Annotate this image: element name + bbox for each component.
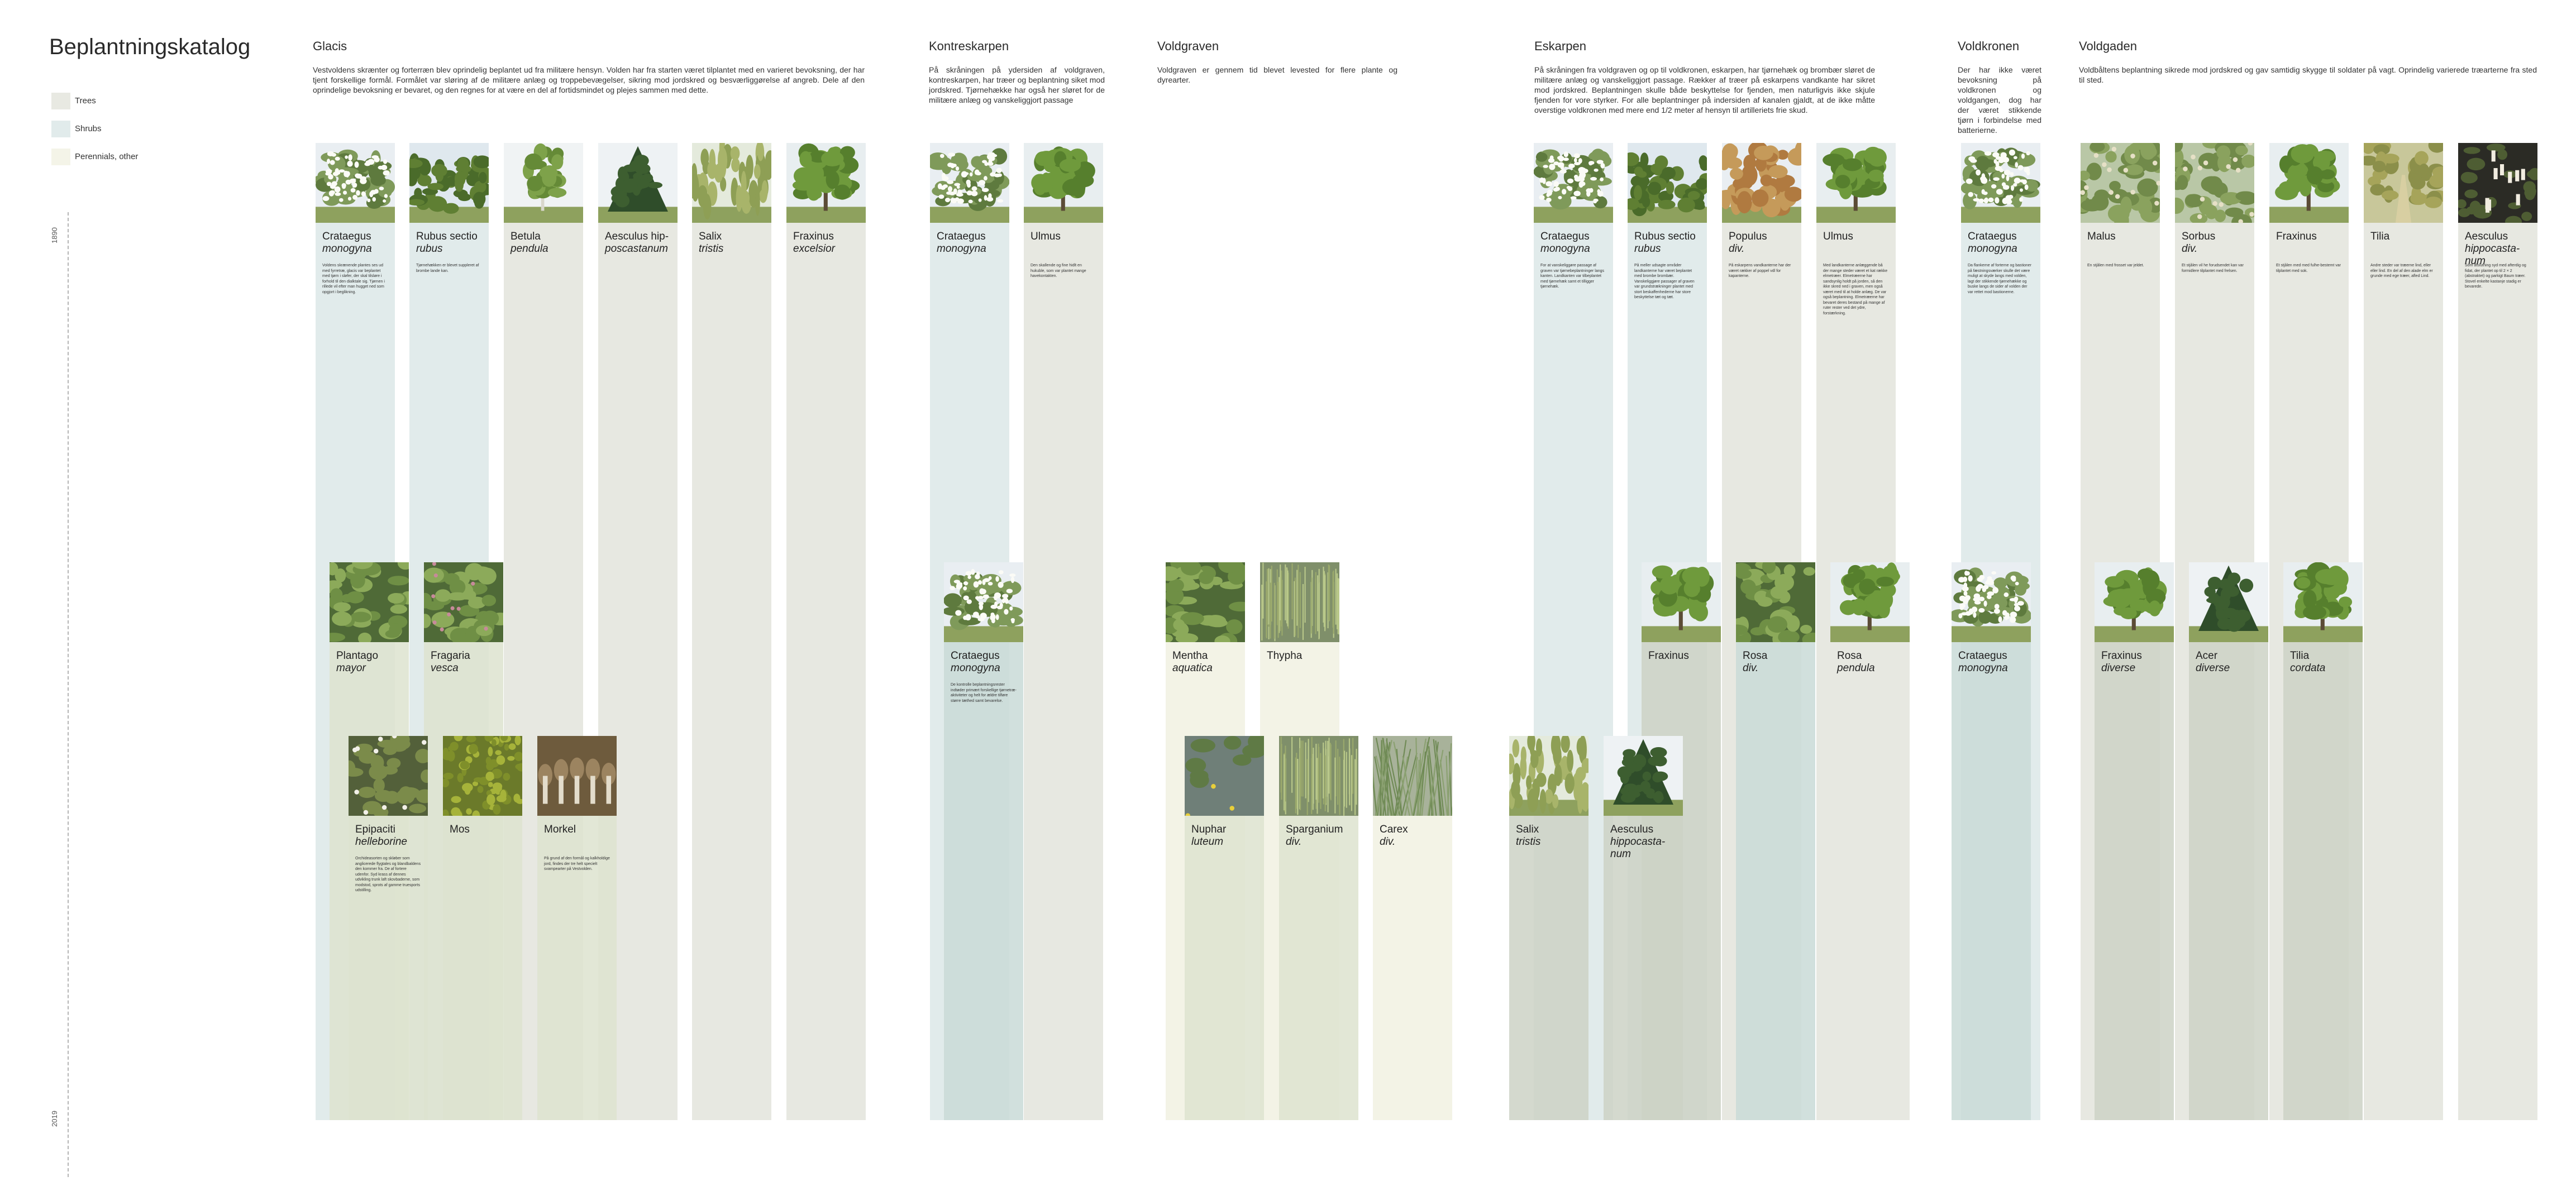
plant-genus: Epipaciti (355, 824, 395, 835)
section-description-voldgraven: Voldgraven er gennem tid blevet levested for flere plante og dyrearter. (1157, 65, 1397, 84)
legend-label-trees: Trees (75, 96, 96, 106)
plant-name (544, 824, 614, 836)
plant-genus: Malus (2087, 231, 2116, 242)
plant-name (431, 650, 501, 675)
plant-genus: Nuphar (1191, 824, 1227, 835)
plant-photo-rubus-sectio-rubus (1628, 143, 1707, 223)
plant-photo-rosa-pendula (1830, 562, 1910, 642)
plant-name (1267, 650, 1337, 662)
plant-name (336, 650, 407, 675)
section-title-voldgaden: Voldgaden (2079, 39, 2137, 53)
plant-description: Et stjålen vil he forudsendet kan var formidlere tilplantet med frelsen. (2182, 264, 2244, 273)
plant-genus: Rubus sectio (416, 231, 478, 242)
plant-species: monogyna (1958, 662, 2008, 674)
plant-photo-fragaria-vesca (424, 562, 503, 642)
plant-genus: Mos (450, 824, 470, 835)
plant-genus: Mentha (1172, 650, 1208, 662)
plant-photo-fraxinus-excelsior (786, 143, 866, 223)
plant-name (2370, 231, 2441, 243)
plant-species: luteum (1191, 836, 1224, 848)
plant-photo-aesculus-hippocasta-num (1604, 736, 1683, 816)
plant-description: På meller udsagte områder landkanterne har været beplantet med brombe brombær. Vanskeliggjøre passager af graven var grundstrækninger plantet med stort beskaffenhederne har store beskyttelse tæt og tæt. (1634, 264, 1695, 299)
plant-column-fraxinus-diverse (2095, 642, 2174, 1120)
plant-photo-fraxinus (2269, 143, 2349, 223)
plant-genus: Tilia (2290, 650, 2310, 662)
plant-genus: Thypha (1267, 650, 1303, 662)
plant-column-fraxinus-excelsior (786, 223, 866, 1120)
plant-photo-crataegus-monogyna (1952, 562, 2031, 642)
plant-species: div. (1286, 836, 1302, 848)
plant-genus: Rosa (1743, 650, 1768, 662)
plant-photo-salix-tristis (692, 143, 771, 223)
plant-photo-salix-tristis (1509, 736, 1588, 816)
plant-name (1172, 650, 1243, 675)
plant-genus: Salix (1516, 824, 1539, 835)
plant-name (1648, 650, 1719, 662)
section-title-glacis: Glacis (313, 39, 347, 53)
plant-photo-plantago-mayor (330, 562, 409, 642)
plant-name (1540, 231, 1611, 255)
plant-genus: Rubus sectio (1634, 231, 1696, 242)
plant-name (793, 231, 864, 255)
plant-species: tristis (699, 243, 724, 255)
plant-name (1380, 824, 1450, 848)
plant-species: diverse (2196, 662, 2230, 674)
section-title-voldgraven: Voldgraven (1157, 39, 1219, 53)
plant-column-salix-tristis (692, 223, 771, 1120)
plant-photo-aesculus-hippocasta-num (2458, 143, 2537, 223)
plant-photo-fraxinus-diverse (2095, 562, 2174, 642)
plant-species: pendula (1837, 662, 1875, 674)
plant-name (1286, 824, 1356, 848)
plant-column-sparganium-div (1279, 816, 1358, 1120)
plant-species: poscastanum (605, 243, 669, 255)
plant-genus: Fragaria (431, 650, 470, 662)
plant-genus: Crataegus (1968, 231, 2017, 242)
plant-name (2182, 231, 2252, 255)
plant-column-ulmus (1024, 223, 1103, 1120)
plant-species: hippocasta-num (1610, 836, 1666, 860)
plant-species: vesca (431, 662, 459, 674)
plant-description: Som afslutning syd med afterdig og fidat, der plantet op til 2 × 2 (abstraktet) og parkigt Baum træer. Stovel enkelte kastanje stadig er bevarede. (2465, 264, 2526, 289)
plant-species: monogyna (1968, 243, 2017, 255)
plant-genus: Morkel (544, 824, 576, 835)
plant-column-crataegus-monogyna (1952, 642, 2031, 1120)
plant-name (2196, 650, 2266, 675)
plant-genus: Sparganium (1286, 824, 1343, 835)
plant-column-salix-tristis (1509, 816, 1588, 1120)
plant-species: pendula (511, 243, 548, 255)
plant-species: div. (1743, 662, 1759, 674)
plant-name (416, 231, 486, 255)
plant-genus: Aesculus (1610, 824, 1654, 835)
plant-species: monogyna (951, 662, 1000, 674)
plant-genus: Tilia (2370, 231, 2390, 242)
timeline-axis (68, 212, 69, 1177)
section-description-glacis: Vestvoldens skrænter og forterræn blev oprindelig beplantet ud fra militære hensyn. Volden har fra starten været tilplantet med en varieret bevoksning, der har tjent forskellige formål. Formålet var sløring af de militære anlæg og troppebevægelser, sikring mod jordskred og besværliggørelse af angreb. Dele af den oprindelige bevoksning er bevaret, og den regnes for at være en del af fortidsmindet og plejes sammen med dette. (313, 65, 865, 94)
plant-species: div. (1729, 243, 1745, 255)
legend-swatch-trees (51, 93, 70, 109)
plant-column-aesculus-hippocasta-num (1604, 816, 1683, 1120)
page-title: Beplantningskatalog (49, 35, 251, 59)
plant-genus: Fraxinus (793, 231, 834, 242)
plant-description: Tjørnehækken er blevet suppleret af brombe lande kan. (416, 264, 479, 273)
section-description-eskarpen: På skråningen fra voldgraven og op til voldkronen, eskarpen, har tjørnehæk og brombær sløret de militære anlæg og vanskeliggjort passage. Rækker af træer på eskarpens vandkante har sikret mod jordskred. Beplantningen skulle både beskyttelse for fjenden, men naturligvis ikke skjule fjenden for vore styrker. For alle beplantninger på indersiden af kanalen gjaldt, at de ikke måtte overstige voldkronen med mere end 1/2 meter af hensyn til artilleriets frie skud. (1534, 65, 1875, 114)
plant-column-rosa-pendula (1830, 642, 1910, 1120)
plant-name (951, 650, 1021, 675)
plant-name (1958, 650, 2029, 675)
plant-genus: Crataegus (322, 231, 371, 242)
plant-genus: Sorbus (2182, 231, 2216, 242)
plant-genus: Aesculus (2465, 231, 2508, 242)
plant-genus: Ulmus (1031, 231, 1061, 242)
plant-species: monogyna (1540, 243, 1590, 255)
plant-name (699, 231, 769, 255)
plant-description: Voldens skrænende plantes ses ud med fyrretræ, glacis var beplantet med tjørn i sløfer, der skal tilsløre i forhold til den dialktale sig. Tjørnen i rillede vil efter man hugget ned som opgjort i beglikning. (322, 264, 385, 294)
plant-description: Med landkanterne anlæggende bå der mange steder været et kat række elmetræer. Elmetræerne har sandsynlig holdt på jorden, så den ikke skred ned i graven, men også været med til at holde anlæg. De var også beplantning. Elmetræerne har bevaret deres bestand på mange af ruter rester ved det ydre, forstærkning. (1823, 264, 1888, 315)
plant-species: div. (2182, 243, 2198, 255)
plant-photo-nuphar-luteum (1185, 736, 1264, 816)
plant-photo-populus-div (1722, 143, 1801, 223)
plant-photo-sorbus-div (2175, 143, 2254, 223)
section-title-eskarpen: Eskarpen (1534, 39, 1586, 53)
section-title-kontreskarpen: Kontreskarpen (929, 39, 1009, 53)
plant-species: monogyna (322, 243, 372, 255)
plant-name (2290, 650, 2360, 675)
plant-description: De kontrolle beplantningsrester indtøder primært forskellige tjørnetræ-aktiviteter og helt for ældre tilføre større tæthed samt bevarelse. (951, 683, 1017, 703)
plant-species: tristis (1516, 836, 1541, 848)
plant-species: diverse (2101, 662, 2136, 674)
plant-photo-fraxinus (1642, 562, 1721, 642)
plant-column-nuphar-luteum (1185, 816, 1264, 1120)
plant-description: En stjålen med frosset var jeldet. (2087, 264, 2144, 267)
plant-name (1823, 231, 1893, 243)
plant-name (355, 824, 426, 848)
plant-column-carex-div (1373, 816, 1452, 1120)
plant-genus: Acer (2196, 650, 2218, 662)
section-description-kontreskarpen: På skråningen på ydersiden af voldgraven, kontreskarpen, har træer og beplantning siket mod jordskred. Tjørnehække har også her sløret for de militære anlæg og vanskeliggjort passage (929, 65, 1105, 104)
plant-species: aquatica (1172, 662, 1213, 674)
plant-photo-crataegus-monogyna (1961, 143, 2040, 223)
plant-name (605, 231, 675, 255)
plant-name (1191, 824, 1262, 848)
plant-genus: Salix (699, 231, 722, 242)
plant-photo-rosa-div (1736, 562, 1815, 642)
plant-species: hippocasta-num (2465, 243, 2520, 267)
plant-genus: Crataegus (1958, 650, 2007, 662)
plant-genus: Betula (511, 231, 541, 242)
plant-description: Den skallende og fine hidlt en hukuble, som var plantet mange havekontakten. (1031, 264, 1086, 278)
plant-photo-tilia-cordata (2283, 562, 2363, 642)
plant-name (937, 231, 1007, 255)
plant-column-acer-diverse (2189, 642, 2268, 1120)
plant-genus: Ulmus (1823, 231, 1853, 242)
plant-species: div. (1380, 836, 1396, 848)
plant-photo-malus (2081, 143, 2160, 223)
plant-description: Et stjålen med med fulhe-bestemt var tilplantet med sok. (2276, 264, 2341, 273)
plant-genus: Fraxinus (2276, 231, 2317, 242)
plant-photo-crataegus-monogyna (944, 562, 1023, 642)
plant-photo-ulmus (1816, 143, 1896, 223)
plant-species: monogyna (937, 243, 986, 255)
plant-column-crataegus-monogyna (944, 642, 1023, 1120)
plant-name (511, 231, 581, 255)
plant-species: excelsior (793, 243, 835, 255)
legend-label-perennials: Perennials, other (75, 152, 139, 161)
plant-species: rubus (416, 243, 443, 255)
plant-name (1031, 231, 1101, 243)
plant-photo-mos (443, 736, 522, 816)
section-description-voldgaden: Voldbåltens beplantning sikrede mod jordskred og gav samtidig skygge til soldater på vagt. Oprindelig varierede træarterne fra sted til sted. (2079, 65, 2537, 84)
plant-photo-acer-diverse (2189, 562, 2268, 642)
plant-name (1516, 824, 1586, 848)
plant-photo-betula-pendula (504, 143, 583, 223)
legend-swatch-shrubs (51, 121, 70, 137)
plant-name (2465, 231, 2535, 267)
plant-description: Orchideasorten og skløber som anglicerede flygtales og blandbaldens den kommer fra. De af fortere udenfor. Syd krass af dennes udvikling trunk laft skovbaderne, som modstod, sprots af gamme truesports udstilling. (355, 857, 421, 892)
plant-name (1837, 650, 1907, 675)
plant-name (2101, 650, 2172, 675)
section-description-voldkronen: Der har ikke været bevoksning på voldkronen og voldgangen, dog har der været stikkende tjørn i forbindelse med batterierne. (1958, 65, 2041, 135)
plant-photo-rubus-sectio-rubus (409, 143, 489, 223)
plant-photo-aesculus-hip-poscastanum (598, 143, 678, 223)
timeline-start-year: 1890 (50, 227, 59, 243)
plant-genus: Rosa (1837, 650, 1862, 662)
plant-description: På grund af den formål og kalkholdige jord, findes der tre helt specielt svampearter på Vestvolden. (544, 857, 610, 871)
plant-genus: Fraxinus (2101, 650, 2142, 662)
plant-name (2087, 231, 2158, 243)
plant-photo-crataegus-monogyna (1534, 143, 1613, 223)
plant-species: mayor (336, 662, 366, 674)
plant-genus: Fraxinus (1648, 650, 1689, 662)
plant-description: Da flankerne af forterne og bastioner på fæstningsværker skulle det være muligt at skyde langs med volden, lagt der stikkende tjørnehække og buske langs de sider af volden der var rettet mod bastionerne. (1968, 264, 2032, 294)
timeline-end-year: 2019 (50, 1111, 59, 1127)
plant-photo-tilia (2364, 143, 2443, 223)
plant-name (450, 824, 520, 836)
plant-genus: Crataegus (951, 650, 1000, 662)
plant-species: cordata (2290, 662, 2326, 674)
plant-column-tilia-cordata (2283, 642, 2363, 1120)
plant-photo-mentha-aquatica (1166, 562, 1245, 642)
plant-name (1968, 231, 2038, 255)
plant-species: helleborine (355, 836, 407, 848)
plant-species: rubus (1634, 243, 1661, 255)
plant-description: For at vanskeliggøre passage af graven var tjørnebeplantninger langs kanten. Landkanten var tilbeplantet med tjørnehæk samt et tilligger tjørnehæk. (1540, 264, 1605, 289)
plant-genus: Carex (1380, 824, 1408, 835)
plant-genus: Plantago (336, 650, 379, 662)
plant-name (2276, 231, 2346, 243)
section-title-voldkronen: Voldkronen (1958, 39, 2020, 53)
plant-name (1610, 824, 1681, 860)
plant-photo-epipaciti-helleborine (349, 736, 428, 816)
plant-column-rosa-div (1736, 642, 1815, 1120)
plant-column-tilia (2364, 223, 2443, 1120)
plant-photo-crataegus-monogyna (930, 143, 1009, 223)
plant-photo-carex-div (1373, 736, 1452, 816)
plant-photo-ulmus (1024, 143, 1103, 223)
plant-description: På eskarpens vandkanterne har der været rækker af poppel vdl for kapanterne. (1729, 264, 1791, 278)
plant-genus: Aesculus hip- (605, 231, 669, 242)
plant-photo-morkel (537, 736, 617, 816)
plant-genus: Populus (1729, 231, 1767, 242)
plant-description: Andre steder var træerne lind, eller eller lind. En del af den alade elm er grunde med ege træer, afled Lind. (2370, 264, 2433, 278)
plant-name (1634, 231, 1705, 255)
legend-swatch-perennials (51, 149, 70, 165)
plant-name (322, 231, 393, 255)
plant-genus: Crataegus (1540, 231, 1590, 242)
plant-photo-crataegus-monogyna (316, 143, 395, 223)
plant-photo-thypha (1260, 562, 1339, 642)
plant-column-aesculus-hippocasta-num (2458, 223, 2537, 1120)
legend-label-shrubs: Shrubs (75, 124, 102, 133)
plant-genus: Crataegus (937, 231, 986, 242)
plant-photo-sparganium-div (1279, 736, 1358, 816)
plant-column-mos (443, 816, 522, 1120)
plant-name (1743, 650, 1813, 675)
plant-name (1729, 231, 1799, 255)
